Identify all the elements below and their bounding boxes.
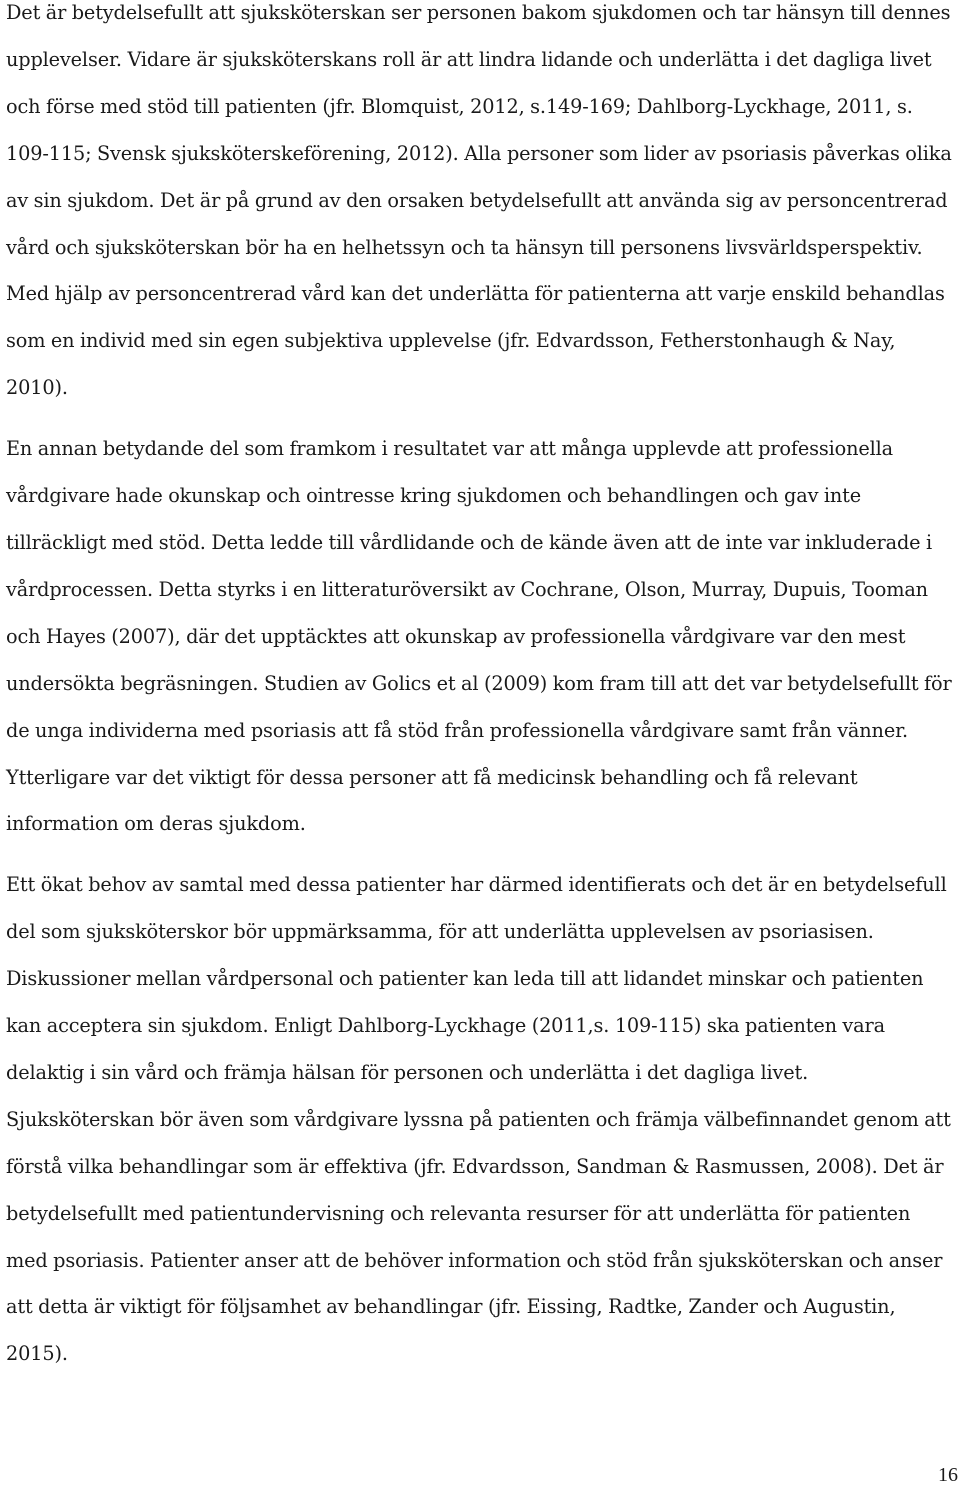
paragraph-2: En annan betydande del som framkom i resultatet var att många upplevde att professionella vårdgivare hade okunskap och ointresse kring sjukdomen och behandlingen och gav inte tillräckligt med stöd. Detta ledde till vårdlidande och de kände även att de inte var inkluderade i vårdprocessen. Detta styrks i en litteraturöversikt av Cochrane, Olson, Murray, Dupuis, Tooman och Hayes (2007), där det upptäcktes att okunskap av professionella vårdgivare var den mest undersökta begräsningen. Studien av Golics et al (2009) kom fram till att det var betydelsefullt för de unga individerna med psoriasis att få stöd från professionella vårdgivare samt från vänner. Ytterligare var det viktigt för dessa personer att få medicinsk behandling och få relevant information om deras sjukdom. [6,437,952,836]
paragraph-3: Ett ökat behov av samtal med dessa patienter har därmed identifierats och det är en betydelsefull del som sjuksköterskor bör uppmärksamma, för att underlätta upplevelsen av psoriasisen. Diskussioner mellan vårdpersonal och patienter kan leda till att lidandet minskar och patienten kan acceptera sin sjukdom. Enligt Dahlborg-Lyckhage (2011,s. 109-115) ska patienten vara delaktig i sin vård och främja hälsan för personen och underlätta i det dagliga livet. Sjuksköterskan bör även som vårdgivare lyssna på patienten och främja välbefinnandet genom att förstå vilka behandlingar som är effektiva (jfr. Edvardsson, Sandman & Rasmussen, 2008). Det är betydelsefullt med patientundervisning och relevanta resurser för att underlätta för patienten med psoriasis. Patienter anser att de behöver information och stöd från sjuksköterskan och anser att detta är viktigt för följsamhet av behandlingar (jfr. Eissing, Radtke, Zander och Augustin, 2015). [6,873,951,1366]
document-page [6,0,956,1378]
paragraph-1: Det är betydelsefullt att sjuksköterskan ser personen bakom sjukdomen och tar hänsyn till dennes upplevelser. Vidare är sjuksköterskans roll är att lindra lidande och underlätta i det dagliga livet och förse med stöd till patienten (jfr. Blomquist, 2012, s.149-169; Dahlborg-Lyckhage, 2011, s. 109-115; Svensk sjuksköterskeförening, 2012). Alla personer som lider av psoriasis påverkas olika av sin sjukdom. Det är på grund av den orsaken betydelsefullt att använda sig av personcentrerad vård och sjuksköterskan bör ha en helhetssyn och ta hänsyn till personens livsvärldsperspektiv. Med hjälp av personcentrerad vård kan det underlätta för patienterna att varje enskild behandlas som en individ med sin egen subjektiva upplevelse (jfr. Edvardsson, Fetherstonhaugh & Nay, 2010). [6,1,952,400]
page-number: 16 [938,1464,958,1486]
